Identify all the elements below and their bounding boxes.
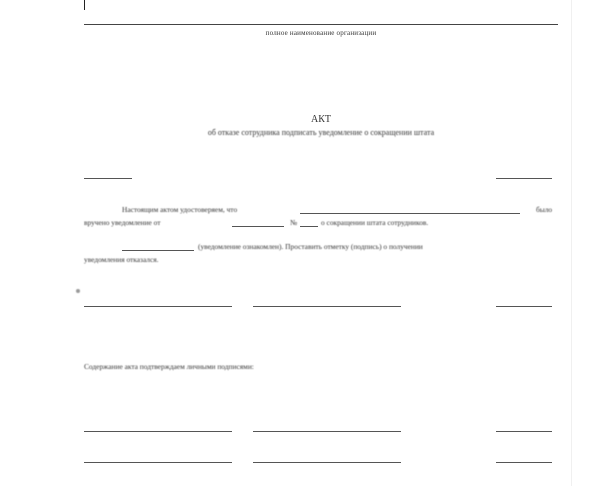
- witness-statement: Содержание акта подтверждаем личными подписями:: [84, 362, 254, 371]
- scan-speck: [76, 289, 80, 293]
- page-edge-mark: [84, 0, 85, 10]
- employee-name-line: [300, 213, 520, 214]
- page-edge-right: [571, 0, 572, 486]
- witness1-name-line: [253, 431, 401, 432]
- signature-line: [496, 306, 552, 307]
- para1-text-c: вручено уведомление от: [84, 218, 161, 227]
- document-title: АКТ: [311, 114, 331, 125]
- notice-number-line: [300, 226, 318, 227]
- witness2-position-line: [84, 462, 232, 463]
- witness1-signature-line: [496, 431, 552, 432]
- para1-text-b: было: [536, 205, 553, 214]
- document-subtitle: об отказе сотрудника подписать уведомление о сокращении штата: [207, 128, 435, 137]
- org-name-caption: полное наименование организации: [265, 29, 377, 37]
- witness1-position-line: [84, 431, 232, 432]
- date-line: [496, 178, 552, 179]
- org-name-rule: [84, 24, 558, 25]
- witness2-name-line: [253, 462, 401, 463]
- signature-name-line: [253, 306, 401, 307]
- place-line: [84, 178, 132, 179]
- para1-text-d: о сокращении штата сотрудников.: [321, 218, 429, 227]
- notice-receipt-date-line: [122, 250, 194, 251]
- witness2-signature-line: [496, 462, 552, 463]
- para2-text-a: (уведомление ознакомлен). Проставить отметку (подпись) о получении: [198, 242, 423, 251]
- para1-text-a: Настоящим актом удостоверяем, что: [122, 205, 238, 214]
- notice-number-sign: №: [290, 218, 298, 227]
- notice-date-line: [232, 226, 284, 227]
- signature-position-line: [84, 306, 232, 307]
- para2-text-b: уведомления отказался.: [84, 255, 159, 264]
